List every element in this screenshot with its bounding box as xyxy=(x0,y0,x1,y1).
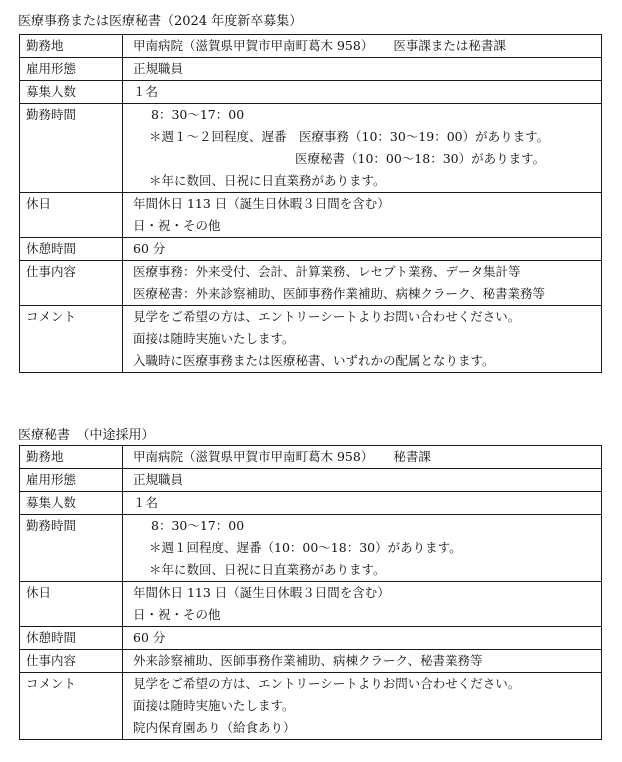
row-label-employment: 雇用形態 xyxy=(20,58,123,81)
table-row xyxy=(20,492,602,515)
row-value-openings: １名 xyxy=(123,492,602,515)
holidays-line: 日・祝・その他 xyxy=(133,218,221,233)
table-row xyxy=(20,104,602,193)
row-value-location xyxy=(123,35,602,58)
location-value: 甲南病院（滋賀県甲賀市甲南町葛木 958） xyxy=(133,449,374,464)
row-label-location: 勤務地 xyxy=(20,446,123,469)
hours-line: ＊週１～２回程度、遅番 医療事務（10：30～19：00）があります。 xyxy=(149,129,550,144)
holidays-line: 年間休日 113 日（誕生日休暇３日間を含む） xyxy=(133,585,390,600)
table-row xyxy=(20,673,602,740)
table-row xyxy=(20,515,602,582)
hours-line: ＊年に数回、日祝に日直業務があります。 xyxy=(149,562,386,577)
row-value-duties xyxy=(123,650,602,673)
row-value-comment xyxy=(123,673,602,740)
comment-line: 見学をご希望の方は、エントリーシートよりお問い合わせください。 xyxy=(133,309,521,324)
row-label-duties: 仕事内容 xyxy=(20,261,123,306)
holidays-line: 年間休日 113 日（誕生日休暇３日間を含む） xyxy=(133,196,390,211)
row-label-comment: コメント xyxy=(20,673,123,740)
table-row xyxy=(20,193,602,238)
comment-line: 面接は随時実施いたします。 xyxy=(133,331,295,346)
row-label-break: 休憩時間 xyxy=(20,238,123,261)
section-2-title: 医療秘書 （中途採用） xyxy=(18,428,155,443)
hours-line: 8：30～17：00 xyxy=(151,518,245,533)
job-table-mid-career xyxy=(19,445,602,740)
location-value: 甲南病院（滋賀県甲賀市甲南町葛木 958） xyxy=(133,38,374,53)
row-label-hours: 勤務時間 xyxy=(20,515,123,582)
holidays-line: 日・祝・その他 xyxy=(133,607,221,622)
table-row xyxy=(20,58,602,81)
table-row xyxy=(20,261,602,306)
row-value-break: 60 分 xyxy=(123,238,602,261)
row-label-holidays: 休日 xyxy=(20,193,123,238)
table-row xyxy=(20,306,602,373)
hours-line: 8：30～17：00 xyxy=(151,107,245,122)
row-label-location: 勤務地 xyxy=(20,35,123,58)
row-value-hours xyxy=(123,515,602,582)
row-value-location xyxy=(123,446,602,469)
table-row xyxy=(20,446,602,469)
table-row xyxy=(20,650,602,673)
job-table-new-grad xyxy=(19,34,602,373)
row-value-employment: 正規職員 xyxy=(123,58,602,81)
table-row xyxy=(20,627,602,650)
hours-line: ＊年に数回、日祝に日直業務があります。 xyxy=(149,173,386,188)
row-value-comment xyxy=(123,306,602,373)
department-value: 医事課または秘書課 xyxy=(393,38,506,53)
row-label-employment: 雇用形態 xyxy=(20,469,123,492)
section-1-title: 医療事務または医療秘書（2024 年度新卒募集） xyxy=(18,14,303,29)
hours-line: 医療秘書（10：00～18：30）があります。 xyxy=(295,151,546,166)
table-row xyxy=(20,35,602,58)
row-label-holidays: 休日 xyxy=(20,582,123,627)
department-value: 秘書課 xyxy=(393,449,431,464)
table-row xyxy=(20,81,602,104)
row-label-break: 休憩時間 xyxy=(20,627,123,650)
comment-line: 院内保育園あり（給食あり） xyxy=(133,720,296,735)
duties-line: 医療事務：外来受付、会計、計算業務、レセプト業務、データ集計等 xyxy=(133,264,521,279)
table-row xyxy=(20,238,602,261)
row-label-comment: コメント xyxy=(20,306,123,373)
duties-line: 外来診察補助、医師事務作業補助、病棟クラーク、秘書業務等 xyxy=(133,653,483,668)
row-value-duties xyxy=(123,261,602,306)
table-row xyxy=(20,582,602,627)
row-label-openings: 募集人数 xyxy=(20,81,123,104)
row-value-holidays xyxy=(123,582,602,627)
duties-line: 医療秘書：外来診察補助、医師事務作業補助、病棟クラーク、秘書業務等 xyxy=(133,286,546,301)
comment-line: 入職時に医療事務または医療秘書、いずれかの配属となります。 xyxy=(133,353,495,368)
row-label-hours: 勤務時間 xyxy=(20,104,123,193)
row-value-hours xyxy=(123,104,602,193)
row-value-openings: １名 xyxy=(123,81,602,104)
comment-line: 面接は随時実施いたします。 xyxy=(133,698,295,713)
comment-line: 見学をご希望の方は、エントリーシートよりお問い合わせください。 xyxy=(133,676,521,691)
row-label-duties: 仕事内容 xyxy=(20,650,123,673)
row-label-openings: 募集人数 xyxy=(20,492,123,515)
table-row xyxy=(20,469,602,492)
row-value-employment: 正規職員 xyxy=(123,469,602,492)
hours-line: ＊週１回程度、遅番（10：00～18：30）があります。 xyxy=(149,540,462,555)
row-value-break: 60 分 xyxy=(123,627,602,650)
row-value-holidays xyxy=(123,193,602,238)
